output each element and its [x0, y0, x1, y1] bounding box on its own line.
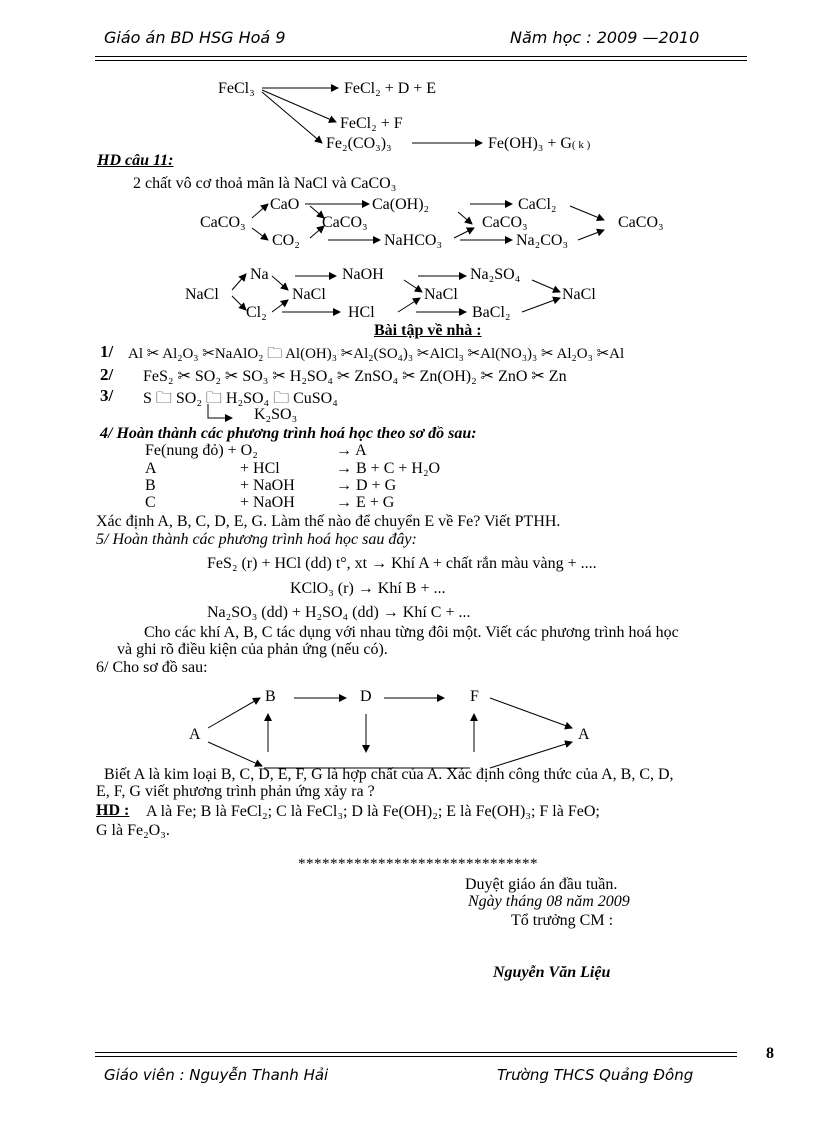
- ca-cao: CaO: [270, 196, 300, 213]
- q6-node-b: B: [265, 688, 276, 705]
- fecl3-product-1: FeCl₂ + D + E: [344, 80, 437, 97]
- q6-hd-1: A là Fe; B là FeCl₂; C là FeCl₃; D là Fe(OH)₂; E là Fe(OH)₃; F là FeO;: [146, 803, 600, 820]
- ca-cacl2: CaCl₂: [518, 196, 557, 213]
- na-bacl2: BaCl₂: [472, 304, 511, 321]
- q5-eq-3: Na₂SO₃ (dd) + H₂SO₄ (dd) → Khí C + ...: [207, 604, 471, 621]
- fecl3-product-2: FeCl₂ + F: [340, 115, 403, 132]
- q6-title: 6/ Cho sơ đồ sau:: [96, 659, 208, 676]
- hd11-intro: 2 chất vô cơ thoả mãn là NaCl và CaCO₃: [133, 175, 397, 192]
- homework-item-1-num: 1/: [100, 342, 114, 361]
- q5-body-2: và ghi rõ điều kiện của phản ứng (nếu có).: [117, 641, 388, 658]
- q4-title: 4/ Hoàn thành các phương trình hoá học theo sơ đồ sau:: [100, 425, 477, 442]
- fecl3-start: FeCl₃: [218, 80, 255, 97]
- q4-row-2-a: A: [145, 460, 157, 477]
- header-school-year: Năm học : 2009 —2010: [510, 28, 700, 47]
- q4-row-1-a: Fe(nung đỏ) + O₂: [145, 442, 258, 459]
- na-na: Na: [250, 266, 269, 283]
- q4-note: Xác định A, B, C, D, E, G. Làm thế nào để chuyển E về Fe? Viết PTHH.: [96, 513, 561, 530]
- homework-item-2: FeS₂ ✂ SO₂ ✂ SO₃ ✂ H₂SO₄ ✂ ZnSO₄ ✂ Zn(OH)₂ ✂ ZnO ✂ Zn: [143, 368, 567, 385]
- q6-node-a-left: A: [189, 726, 201, 743]
- q4-row-1-c: → A: [336, 442, 367, 459]
- ca-end: CaCO₃: [618, 214, 664, 231]
- q4-row-2-b: + HCl: [240, 460, 280, 477]
- q5-eq-2: KClO₃ (r) → Khí B + ...: [290, 580, 446, 597]
- q6-hd-2: G là Fe₂O₃.: [96, 822, 170, 839]
- ca-na2co3: Na₂CO₃: [516, 232, 569, 249]
- na-cl2: Cl₂: [246, 304, 267, 321]
- na-nacl-a: NaCl: [292, 286, 326, 303]
- signoff-role: Tổ trưởng CM :: [511, 912, 614, 929]
- na-na2so4: Na₂SO₄: [470, 266, 521, 283]
- ca-caco3-b: CaCO₃: [482, 214, 528, 231]
- q6-text-2: E, F, G viết phương trình phản ứng xảy ra ?: [96, 783, 375, 800]
- footer-school: Trường THCS Quảng Đông: [497, 1066, 694, 1084]
- q4-row-4-a: C: [145, 494, 156, 511]
- q6-text-1: Biết A là kim loại B, C, D, E, F, G là hợp chất của A. Xác định công thức của A, B, C, D,: [104, 766, 674, 783]
- na-hcl: HCl: [348, 304, 375, 321]
- fecl3-product-3: Fe₂(CO₃)₃: [326, 135, 392, 152]
- footer-teacher: Giáo viên : Nguyễn Thanh Hải: [104, 1066, 329, 1084]
- q6-node-f: F: [470, 688, 479, 705]
- na-start: NaCl: [185, 286, 219, 303]
- stars-divider: ******************************: [298, 856, 538, 872]
- q4-row-3-c: → D + G: [336, 477, 397, 494]
- na-naoh: NaOH: [342, 266, 384, 283]
- q4-row-4-c: → E + G: [336, 494, 395, 511]
- signoff-line-1: Duyệt giáo án đầu tuần.: [465, 876, 618, 893]
- q5-body-1: Cho các khí A, B, C tác dụng với nhau từng đôi một. Viết các phương trình hoá học: [144, 624, 679, 641]
- q6-node-a-right: A: [578, 726, 590, 743]
- page-number: 8: [766, 1045, 774, 1062]
- ca-start: CaCO₃: [200, 214, 246, 231]
- homework-item-2-num: 2/: [100, 365, 114, 384]
- hd11-title: HD câu 11:: [97, 152, 174, 169]
- q6-node-d: D: [360, 688, 372, 705]
- homework-item-3-num: 3/: [100, 386, 114, 405]
- ca-co2: CO₂: [272, 232, 300, 249]
- q4-row-2-c: → B + C + H₂O: [336, 460, 441, 477]
- q5-eq-1: FeS₂ (r) + HCl (dd) t°, xt → Khí A + chất rắn màu vàng + ....: [207, 555, 597, 572]
- fecl3-product-4: Fe(OH)₃ + G( k ): [488, 135, 591, 152]
- q4-row-3-a: B: [145, 477, 156, 494]
- homework-item-3: S 🗀 SO₂ 🗀 H₂SO₄ 🗀 CuSO₄: [143, 390, 338, 407]
- q6-hd-label: HD :: [96, 802, 130, 819]
- homework-item-3-branch: K₂SO₃: [254, 406, 298, 423]
- signoff-name: Nguyễn Văn Liệu: [493, 964, 611, 981]
- ca-caoh2: Ca(OH)₂: [372, 196, 430, 213]
- header-title: Giáo án BD HSG Hoá 9: [104, 28, 286, 47]
- ca-caco3-a: CaCO₃: [322, 214, 368, 231]
- q4-row-3-b: + NaOH: [240, 477, 295, 494]
- na-nacl-b: NaCl: [424, 286, 458, 303]
- na-end: NaCl: [562, 286, 596, 303]
- homework-item-1: Al ✂ Al₂O₃ ✂NaAlO₂ 🗀 Al(OH)₃ ✂Al₂(SO₄)₃ ✂AlCl₃ ✂Al(NO₃)₃ ✂ Al₂O₃ ✂Al: [128, 346, 625, 362]
- footer-divider: [95, 1052, 737, 1057]
- q5-title: 5/ Hoàn thành các phương trình hoá học sau đây:: [96, 531, 417, 548]
- signoff-date: Ngày tháng 08 năm 2009: [468, 893, 630, 910]
- q4-row-4-b: + NaOH: [240, 494, 295, 511]
- homework-title: Bài tập về nhà :: [374, 322, 482, 339]
- ca-nahco3: NaHCO₃: [384, 232, 443, 249]
